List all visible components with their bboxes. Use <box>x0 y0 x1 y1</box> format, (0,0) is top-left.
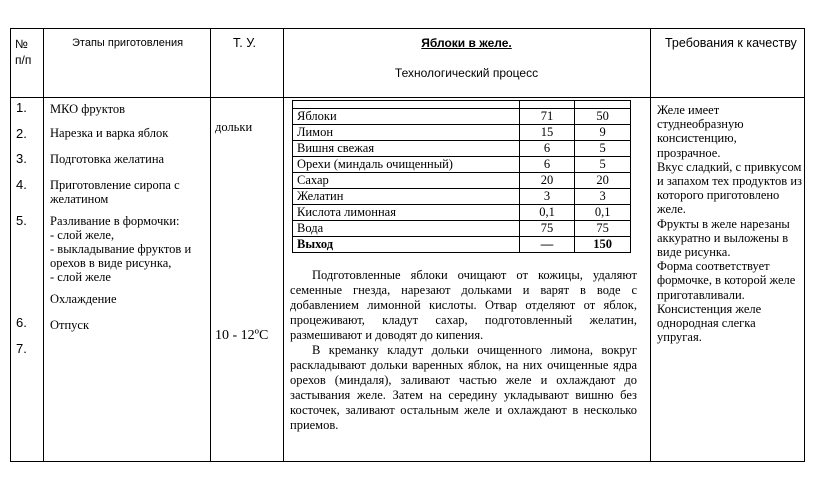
table-row <box>293 125 631 141</box>
table-row <box>293 109 631 125</box>
dish-title: Яблоки в желе. <box>421 36 512 50</box>
ingredient-brutto: 75 <box>519 221 575 237</box>
process-description <box>290 268 637 433</box>
tu-temperature: 10 - 12ºС <box>215 328 269 343</box>
process-label: Технологический процесс <box>394 66 539 80</box>
quality-requirements: Желе имеет студнеобразную консистенцию, прозрачное. Вкус сладкий, с привкусом и запахом тех продуктов из которого приготовлено желе. Фрукты в желе нарезаны аккуратно и выложены в виде рисунка. Форма соответствует формочке, в которой желе приготавливали. Консистенция желе однородная слегка упругая. <box>657 103 802 345</box>
col-divider <box>650 28 651 462</box>
tu-slices: дольки <box>215 120 253 134</box>
ingredient-netto: 5 <box>575 157 631 173</box>
stage-text: МКО фруктов <box>50 102 126 116</box>
ingredient-name: Сахар <box>293 173 520 189</box>
table-row <box>293 221 631 237</box>
output-label: Выход <box>293 237 520 253</box>
stage-text: Охлаждение <box>50 292 117 306</box>
ingredient-name: Лимон <box>293 125 520 141</box>
ingredient-brutto: 20 <box>519 173 575 189</box>
col-divider <box>43 28 44 462</box>
ingredient-brutto: 15 <box>519 125 575 141</box>
stage-text: Приготовление сиропа с желатином <box>50 178 180 206</box>
stage-text: Нарезка и варка яблок <box>50 126 169 140</box>
stage-text: Разливание в формочки: - слой желе, - выкладывание фруктов и орехов в виде рисунка, - слой желе <box>50 214 192 284</box>
stage-number: 5. <box>16 213 27 228</box>
table-row <box>293 101 631 109</box>
stage-number: 4. <box>16 177 27 192</box>
ingredient-brutto: 71 <box>519 109 575 125</box>
header-stages: Этапы приготовления <box>72 37 184 49</box>
table-row-output <box>293 237 631 253</box>
table-row <box>293 205 631 221</box>
ingredient-netto: 3 <box>575 189 631 205</box>
stage-number: 3. <box>16 151 27 166</box>
output-netto: 150 <box>575 237 631 253</box>
ingredient-name: Орехи (миндаль очищенный) <box>293 157 520 173</box>
ingredient-netto: 0,1 <box>575 205 631 221</box>
ingredient-netto: 75 <box>575 221 631 237</box>
stage-number: 7. <box>16 341 27 356</box>
ingredient-netto: 5 <box>575 141 631 157</box>
process-paragraph: Подготовленные яблоки очищают от кожицы, удаляют семенные гнезда, нарезают дольками и варят в воде с добавлением лимонной кислоты. Отвар отделяют от яблок, процеживают, кладут сахар, подготовленный желатин, размешивают и доводят до кипения. <box>290 268 637 342</box>
ingredients-table <box>292 100 631 253</box>
stage-text: Отпуск <box>50 318 90 332</box>
header-divider <box>10 97 805 98</box>
ingredient-name: Вишня свежая <box>293 141 520 157</box>
ingredient-brutto: 6 <box>519 157 575 173</box>
header-tu: Т. У. <box>233 36 256 50</box>
header-quality: Требования к качеству <box>665 36 797 50</box>
table-row <box>293 189 631 205</box>
table-row <box>293 157 631 173</box>
ingredient-name: Вода <box>293 221 520 237</box>
output-brutto: — <box>519 237 575 253</box>
col-divider <box>283 28 284 462</box>
stage-number: 1. <box>16 100 27 115</box>
stage-text: Подготовка желатина <box>50 152 165 166</box>
header-num: № п/п <box>15 37 32 67</box>
table-row <box>293 141 631 157</box>
ingredient-netto: 50 <box>575 109 631 125</box>
ingredient-name: Кислота лимонная <box>293 205 520 221</box>
ingredient-brutto: 0,1 <box>519 205 575 221</box>
ingredient-brutto: 3 <box>519 189 575 205</box>
ingredient-name: Яблоки <box>293 109 520 125</box>
process-paragraph: В креманку кладут дольки очищенного лимона, вокруг раскладывают дольки варенных яблок, на них очищенные ядра орехов (миндаля), заливают частью желе и охлаждают до застывания желе. Затем на середину укладывают вишню без косточек, заливают остальным желе и охлаждают в несколько приемов. <box>290 343 637 432</box>
ingredient-brutto: 6 <box>519 141 575 157</box>
ingredient-netto: 9 <box>575 125 631 141</box>
stage-number: 6. <box>16 315 27 330</box>
table-row <box>293 173 631 189</box>
ingredient-netto: 20 <box>575 173 631 189</box>
ingredient-name: Желатин <box>293 189 520 205</box>
stage-number: 2. <box>16 126 27 141</box>
